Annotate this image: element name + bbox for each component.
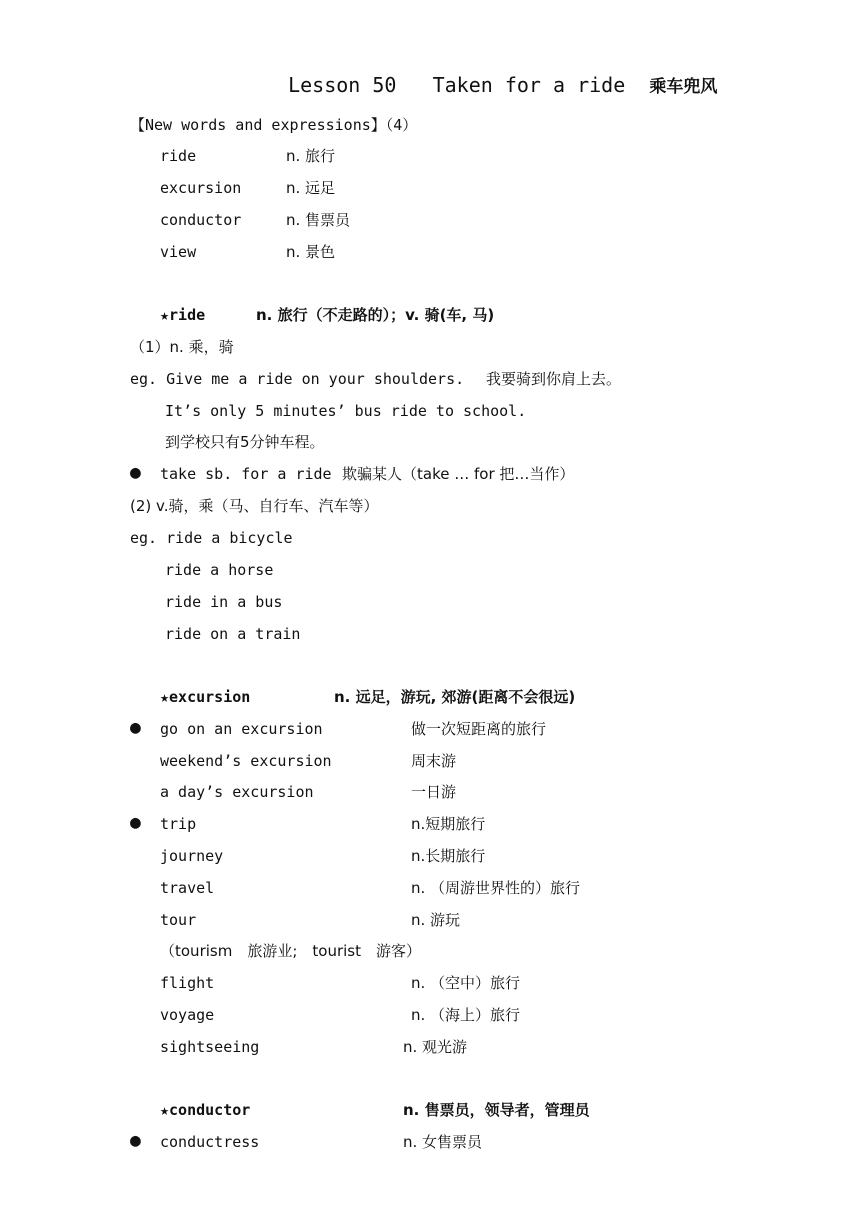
term-cn: 一日游 bbox=[411, 783, 457, 801]
example-en: ride on a train bbox=[165, 625, 301, 643]
term-cn: n. 观光游 bbox=[403, 1038, 468, 1056]
section-heading-def: n. 远足，游玩, 郊游(距离不会很远) bbox=[334, 688, 576, 706]
example-en: It’s only 5 minutes’ bus ride to school. bbox=[165, 402, 527, 420]
word-definition: n. 景色 bbox=[286, 243, 336, 261]
term-cn: n.长期旅行 bbox=[411, 847, 486, 865]
word-definition: n. 售票员 bbox=[286, 211, 351, 229]
term-en: journey bbox=[160, 847, 224, 865]
word-definition: n. 旅行 bbox=[286, 147, 336, 165]
term-en: tour bbox=[160, 911, 197, 929]
term-en: trip bbox=[160, 815, 197, 833]
term-en: travel bbox=[160, 879, 215, 897]
word-term: ride bbox=[160, 147, 197, 165]
example-en: ride in a bus bbox=[165, 593, 283, 611]
word-term: excursion bbox=[160, 179, 242, 197]
bullet-icon: ● bbox=[130, 462, 141, 483]
section-heading-excursion: ★excursion bbox=[160, 688, 251, 706]
phrase-cn: 欺骗某人（take … for 把…当作） bbox=[342, 465, 575, 483]
tourism-note: （tourism 旅游业; tourist 游客） bbox=[160, 942, 421, 960]
term-en: a day’s excursion bbox=[160, 783, 314, 801]
new-words-header: 【New words and expressions】（4） bbox=[130, 116, 418, 134]
lesson-number: Lesson 50 bbox=[288, 73, 397, 97]
bullet-icon: ● bbox=[130, 812, 141, 833]
bullet-icon: ● bbox=[130, 1130, 141, 1151]
word-definition: n. 远足 bbox=[286, 179, 336, 197]
example-cn: 到学校只有5分钟车程。 bbox=[165, 433, 325, 451]
term-cn: n. （空中）旅行 bbox=[411, 974, 521, 992]
section-heading-def: n. 售票员，领导者，管理员 bbox=[403, 1101, 590, 1119]
bullet-icon: ● bbox=[130, 717, 141, 738]
word-term: conductor bbox=[160, 211, 242, 229]
term-en: weekend’s excursion bbox=[160, 752, 332, 770]
section-heading-conductor: ★conductor bbox=[160, 1101, 251, 1119]
lesson-title-cn: 乘车兜风 bbox=[649, 77, 718, 97]
term-cn: n.短期旅行 bbox=[411, 815, 486, 833]
sense-label: （1）n. 乘，骑 bbox=[130, 338, 234, 356]
example-en: eg. ride a bicycle bbox=[130, 529, 293, 547]
term-cn: 做一次短距离的旅行 bbox=[411, 720, 547, 738]
example-cn: 我要骑到你肩上去。 bbox=[486, 370, 622, 388]
word-term: view bbox=[160, 243, 197, 261]
term-en: voyage bbox=[160, 1006, 215, 1024]
section-heading-def: n. 旅行（不走路的）；v. 骑(车, 马) bbox=[256, 306, 495, 324]
page-title bbox=[264, 46, 717, 100]
term-en: go on an excursion bbox=[160, 720, 323, 738]
example-en: eg. Give me a ride on your shoulders. bbox=[130, 370, 465, 388]
section-heading-ride: ★ride bbox=[160, 306, 206, 324]
term-cn: n. 女售票员 bbox=[403, 1133, 483, 1151]
lesson-title-en: Taken for a ride bbox=[432, 73, 626, 97]
sense-label: (2) v.骑，乘（马、自行车、汽车等） bbox=[130, 497, 379, 515]
example-en: ride a horse bbox=[165, 561, 274, 579]
term-cn: n. （周游世界性的）旅行 bbox=[411, 879, 581, 897]
term-en: flight bbox=[160, 974, 215, 992]
term-en: sightseeing bbox=[160, 1038, 260, 1056]
term-cn: n. 游玩 bbox=[411, 911, 461, 929]
phrase-en: take sb. for a ride bbox=[160, 465, 332, 483]
term-cn: n. （海上）旅行 bbox=[411, 1006, 521, 1024]
term-en: conductress bbox=[160, 1133, 260, 1151]
term-cn: 周末游 bbox=[411, 752, 457, 770]
